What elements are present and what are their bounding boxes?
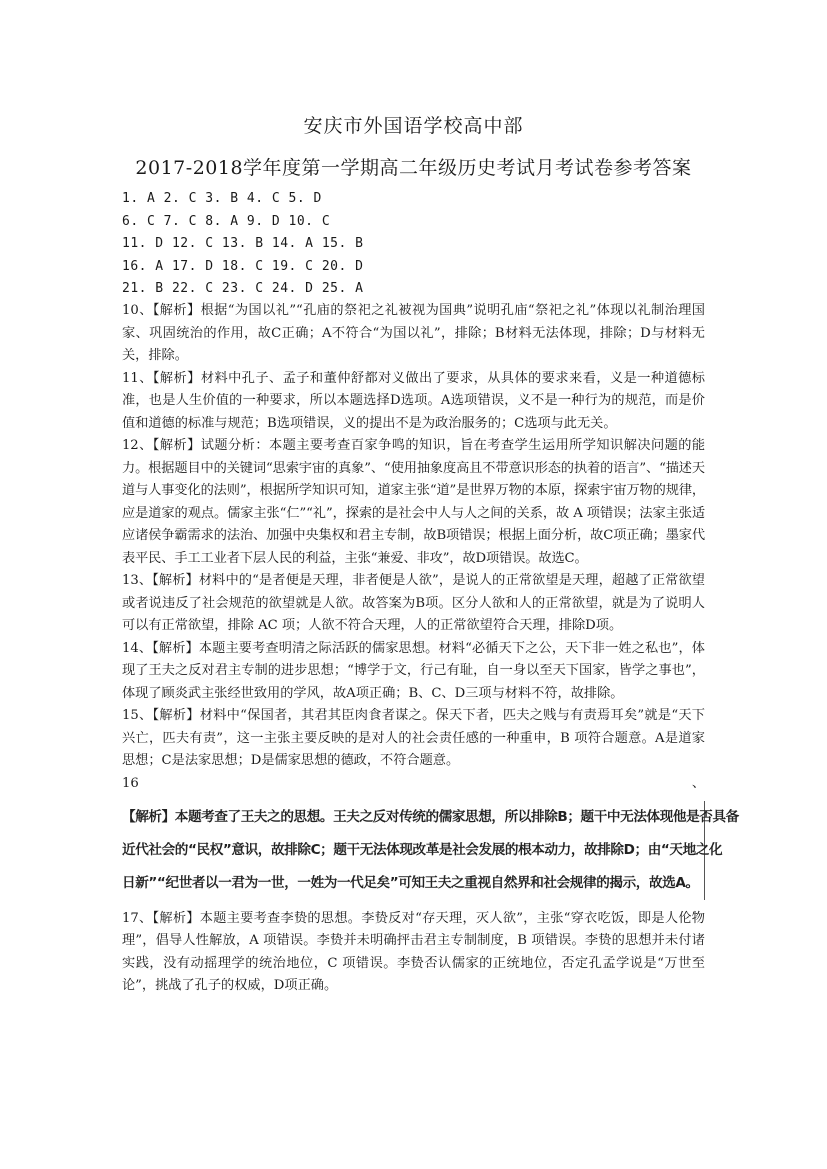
q16-number: 16 — [122, 775, 139, 791]
explanation-q13: 13、【解析】材料中的“是者便是天理，非者便是人欲”，是说人的正常欲望是天理，超越了正常欲望或者说违反了社会规范的欲望就是人欲。故答案为B项。区分人欲和人的正常欲望，就是为了说明人可以有正常欲望，排除 AC 项；人欲不符合天理，人的正常欲望符合天理，排除D项。 — [122, 573, 705, 633]
q16-mark: 、 — [691, 775, 705, 791]
answer-row: 6. C 7. C 8. A 9. D 10. C — [122, 213, 331, 229]
answer-key — [122, 188, 722, 301]
q16-line: 【解析】本题考查了王夫之的思想。王夫之反对传统的儒家思想，所以排除B；题干中无法体现他是否具备 — [122, 808, 739, 825]
explanation-q16-image-text — [122, 801, 739, 900]
answer-row: 21. B 22. C 23. C 24. D 25. A — [122, 281, 364, 296]
explanations — [122, 300, 739, 998]
answer-row: 16. A 17. D 18. C 19. C 20. D — [122, 258, 364, 274]
school-title: 安庆市外国语学校高中部 — [303, 115, 524, 137]
explanation-q16-header — [122, 773, 705, 795]
explanation-q11: 11、【解析】材料中孔子、孟子和董仲舒都对义做出了要求，从具体的要求来看，义是一种道德标准，也是人生价值的一种要求，所以本题选择D选项。A选项错误，义不是一种行为的规范，而是价值和道德的标准与规范；B选项错误，义的提出不是为政治服务的；C选项与此无关。 — [122, 370, 705, 431]
explanation-q12: 12、【解析】试题分析：本题主要考查百家争鸣的知识，旨在考查学生运用所学知识解决问题的能力。根据题目中的关键词“思索宇宙的真象”、“使用抽象度高且不带意识形态的执着的语言”、“描述天道与人事变化的法则”，根据所学知识可知，道家主张“道”是世界万物的本原，探索宇宙万物的规律，应是道家的观点。儒家主张“仁”“礼”，探索的是社会中人与人之间的关系，故 A 项错误；法家主张适应诸侯争霸需求的法治、加强中央集权和君主专制，故B项错误；根据上面分析，故C项正确；墨家代表平民、手工工业者下层人民的利益，主张“兼爱、非攻”，故D项错误。故选C。 — [122, 438, 705, 566]
answer-row: 11. D 12. C 13. B 14. A 15. B — [122, 236, 364, 251]
q16-line: 近代社会的“民权”意识，故排除C；题干无法体现改革是社会发展的根本动力，故排除D；由“天地之化 — [122, 841, 723, 858]
explanation-q14: 14、【解析】本题主要考查明清之际活跃的儒家思想。材料“必循天下之公，天下非一姓之私也”，体现了王夫之反对君主专制的进步思想；“博学于文，行己有耻，自一身以至天下国家，皆学之事也”，体现了顾炎武主张经世致用的学风，故A项正确；B、C、D三项与材料不符，故排除。 — [122, 640, 705, 701]
answer-row: 1. A 2. C 3. B 4. C 5. D — [122, 191, 322, 206]
explanation-q17: 17、【解析】本题主要考查李贽的思想。李贽反对“存天理，灭人欲”，主张“穿衣吃饭，即是人伦物理”，倡导人性解放，A 项错误。李贽并未明确抨击君主专制制度，B 项错误。李贽的思想并未付诸实践，没有动摇理学的统治地位，C 项错误。李贽否认儒家的正统地位，否定孔孟学说是“万世至论”，挑战了孔子的权威，D项正确。 — [122, 910, 705, 993]
exam-title: 2017-2018学年度第一学期高二年级历史考试月考试卷参考答案 — [135, 157, 692, 179]
explanation-q10: 10、【解析】根据“为国以礼”“孔庙的祭祀之礼被视为国典”说明孔庙“祭祀之礼”体现以礼制治理国家、巩固统治的作用，故C正确；A不符合“为国以礼”，排除；B材料无法体现，排除；D与材料无关，排除。 — [122, 303, 705, 363]
q16-line: 日新”“纪世者以一君为一世，一姓为一代足矣”可知王夫之重视自然界和社会规律的揭示，故选A。 — [122, 874, 699, 891]
explanation-q15: 15、【解析】材料中“保国者，其君其臣肉食者谋之。保天下者，匹夫之贱与有责焉耳矣”就是“天下兴亡，匹夫有责”，这一主张主要反映的是对人的社会责任感的一种重申，B 项符合题意。A是道家思想；C是法家思想；D是儒家思想的德政，不符合题意。 — [122, 708, 705, 768]
